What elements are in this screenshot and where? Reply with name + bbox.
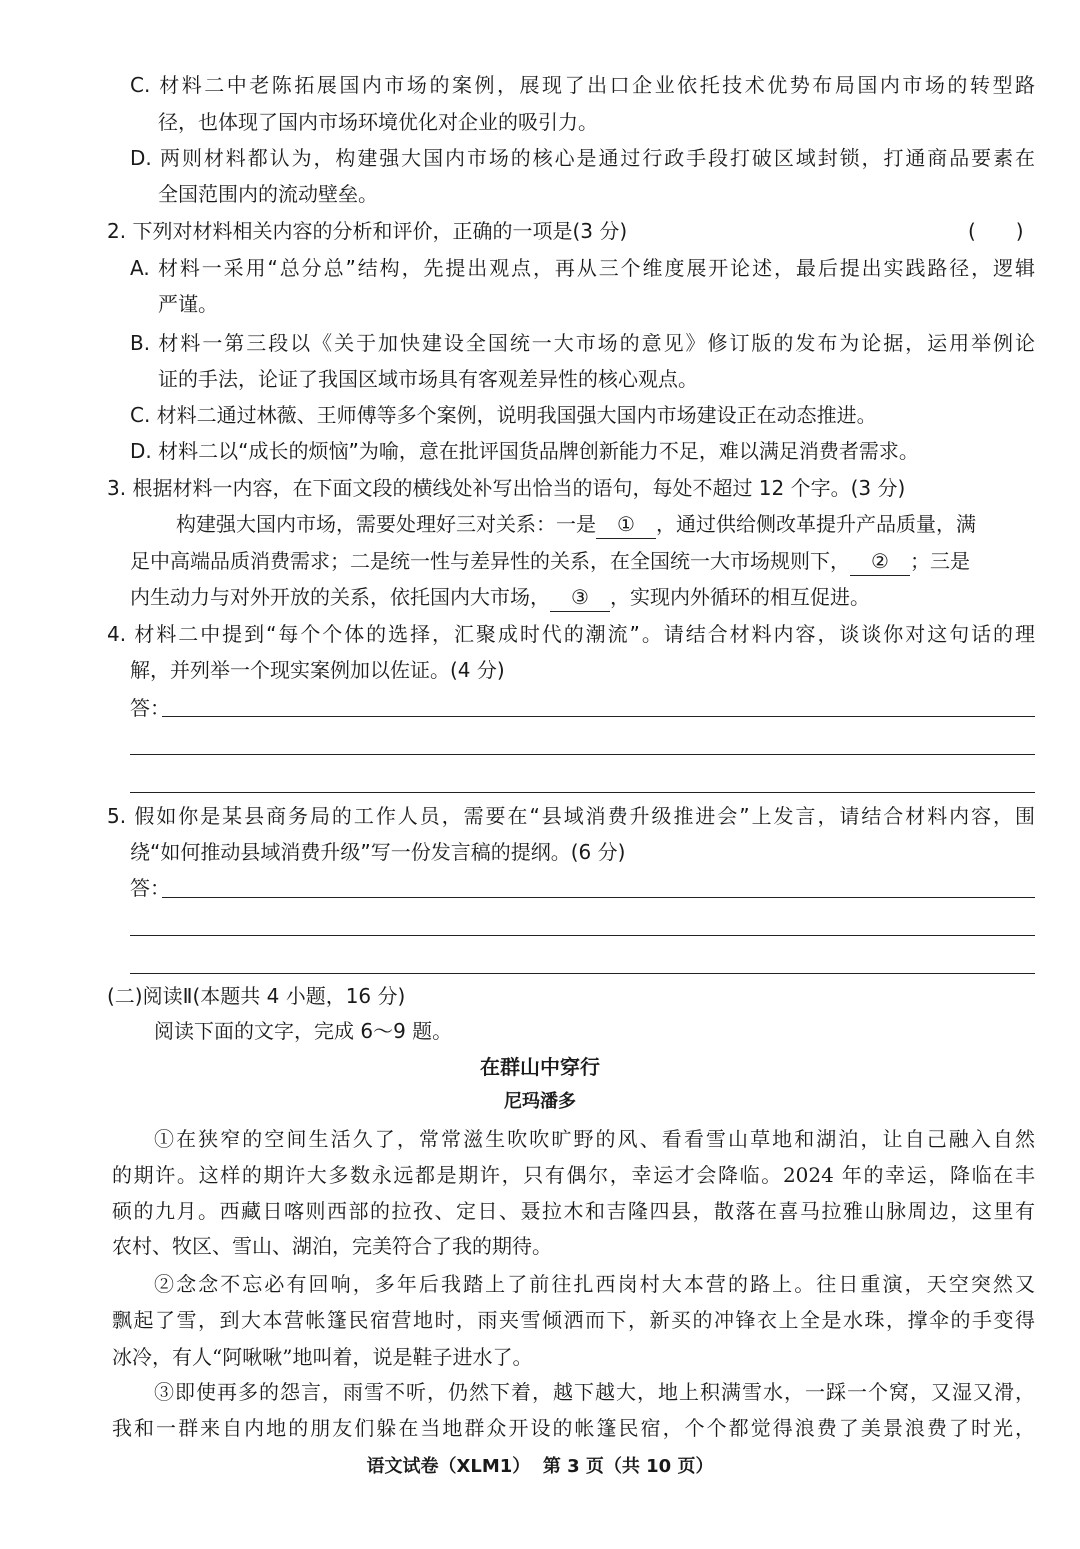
q3-passage-line1	[176, 510, 976, 539]
q3-text: ，通过供给侧改革提升产品质量，满	[656, 512, 976, 536]
q4-answer-label: 答：	[130, 696, 170, 720]
section-heading: (二)阅读Ⅱ(本题共 4 小题，16 分)	[107, 984, 406, 1008]
para1-line: 的期许。这样的期许大多数永远都是期许，只有偶尔，幸运才会降临。2024 年的幸运，降临在丰	[112, 1163, 1035, 1187]
q2-option-a-line1: A. 材料一采用“总分总”结构，先提出观点，再从三个维度展开论述，最后提出实践路径，逻辑	[130, 256, 1035, 280]
q5-answer-label: 答：	[130, 876, 170, 900]
q1-option-d-line2: 全国范围内的流动壁垒。	[158, 182, 378, 206]
section-instruction: 阅读下面的文字，完成 6～9 题。	[154, 1019, 453, 1043]
q4-answer-line[interactable]	[162, 716, 1035, 717]
q3-text: 构建强大国内市场，需要处理好三对关系：一是	[176, 512, 596, 536]
q3-text: ，实现内外循环的相互促进。	[610, 585, 870, 609]
q5-answer-line[interactable]	[130, 935, 1035, 936]
q3-passage-line2	[130, 547, 970, 576]
para2-line: 冰冷，有人“阿啾啾”地叫着，说是鞋子进水了。	[112, 1345, 533, 1369]
q2-option-a-line2: 严谨。	[158, 292, 218, 316]
article-author: 尼玛潘多	[504, 1091, 576, 1112]
page-footer: 语文试卷（XLM1） 第 3 页（共 10 页）	[366, 1456, 714, 1477]
q4-stem-line2: 解，并列举一个现实案例加以佐证。(4 分)	[130, 658, 505, 682]
q3-text: ；三是	[910, 549, 970, 573]
para1-line: 硕的九月。西藏日喀则西部的拉孜、定日、聂拉木和吉隆四县，散落在喜马拉雅山脉周边，这里有	[112, 1199, 1035, 1223]
q3-blank-3[interactable]: ③	[550, 583, 610, 612]
q3-blank-1[interactable]: ①	[596, 510, 656, 539]
q1-option-d-line1: D. 两则材料都认为，构建强大国内市场的核心是通过行政手段打破区域封锁，打通商品要素在	[130, 146, 1035, 170]
q1-option-c-line1: C. 材料二中老陈拓展国内市场的案例，展现了出口企业依托技术优势布局国内市场的转型路	[130, 73, 1035, 97]
q2-option-d: D. 材料二以“成长的烦恼”为喻，意在批评国货品牌创新能力不足，难以满足消费者需求。	[130, 439, 919, 463]
q3-blank-2[interactable]: ②	[850, 547, 910, 576]
para1-line: 农村、牧区、雪山、湖泊，完美符合了我的期待。	[112, 1234, 552, 1258]
q2-option-b-line2: 证的手法，论证了我国区域市场具有客观差异性的核心观点。	[158, 367, 698, 391]
q5-answer-line[interactable]	[130, 973, 1035, 974]
q4-stem-line1: 4. 材料二中提到“每个个体的选择，汇聚成时代的潮流”。请结合材料内容，谈谈你对这句话的理	[107, 622, 1035, 646]
q2-option-b-line1: B. 材料一第三段以《关于加快建设全国统一大市场的意见》修订版的发布为论据，运用举例论	[130, 331, 1035, 355]
q3-stem: 3. 根据材料一内容，在下面文段的横线处补写出恰当的语句，每处不超过 12 个字。(3 分)	[107, 476, 906, 500]
q1-option-c-line2: 径，也体现了国内市场环境优化对企业的吸引力。	[158, 110, 598, 134]
q5-answer-line[interactable]	[162, 897, 1035, 898]
q2-option-c: C. 材料二通过林薇、王师傅等多个案例，说明我国强大国内市场建设正在动态推进。	[130, 403, 877, 427]
q4-answer-line[interactable]	[130, 754, 1035, 755]
para1-line: ①在狭窄的空间生活久了，常常滋生吹吹旷野的风、看看雪山草地和湖泊，让自己融入自然	[154, 1127, 1035, 1151]
para2-line: 飘起了雪，到大本营帐篷民宿营地时，雨夹雪倾洒而下，新买的冲锋衣上全是水珠，撑伞的手变得	[112, 1308, 1035, 1332]
q3-text: 内生动力与对外开放的关系，依托国内大市场，	[130, 585, 550, 609]
q3-text: 足中高端品质消费需求；二是统一性与差异性的关系，在全国统一大市场规则下，	[130, 549, 850, 573]
q4-answer-line[interactable]	[130, 792, 1035, 793]
para2-line: ②念念不忘必有回响，多年后我踏上了前往扎西岗村大本营的路上。往日重演，天空突然又	[154, 1272, 1035, 1296]
q5-stem-line1: 5. 假如你是某县商务局的工作人员，需要在“县域消费升级推进会”上发言，请结合材料内容，围	[107, 804, 1035, 828]
q2-stem: 2. 下列对材料相关内容的分析和评价，正确的一项是(3 分)	[107, 219, 628, 243]
q3-passage-line3	[130, 583, 870, 612]
para3-line: 我和一群来自内地的朋友们躲在当地群众开设的帐篷民宿，个个都觉得浪费了美景浪费了时光，	[112, 1416, 1035, 1440]
q5-stem-line2: 绕“如何推动县域消费升级”写一份发言稿的提纲。(6 分)	[130, 840, 626, 864]
article-title: 在群山中穿行	[480, 1055, 600, 1079]
para3-line: ③即使再多的怨言，雨雪不听，仍然下着，越下越大，地上积满雪水，一踩一个窝，又湿又滑，	[154, 1380, 1035, 1404]
q2-answer-bracket: ( )	[968, 219, 1024, 243]
